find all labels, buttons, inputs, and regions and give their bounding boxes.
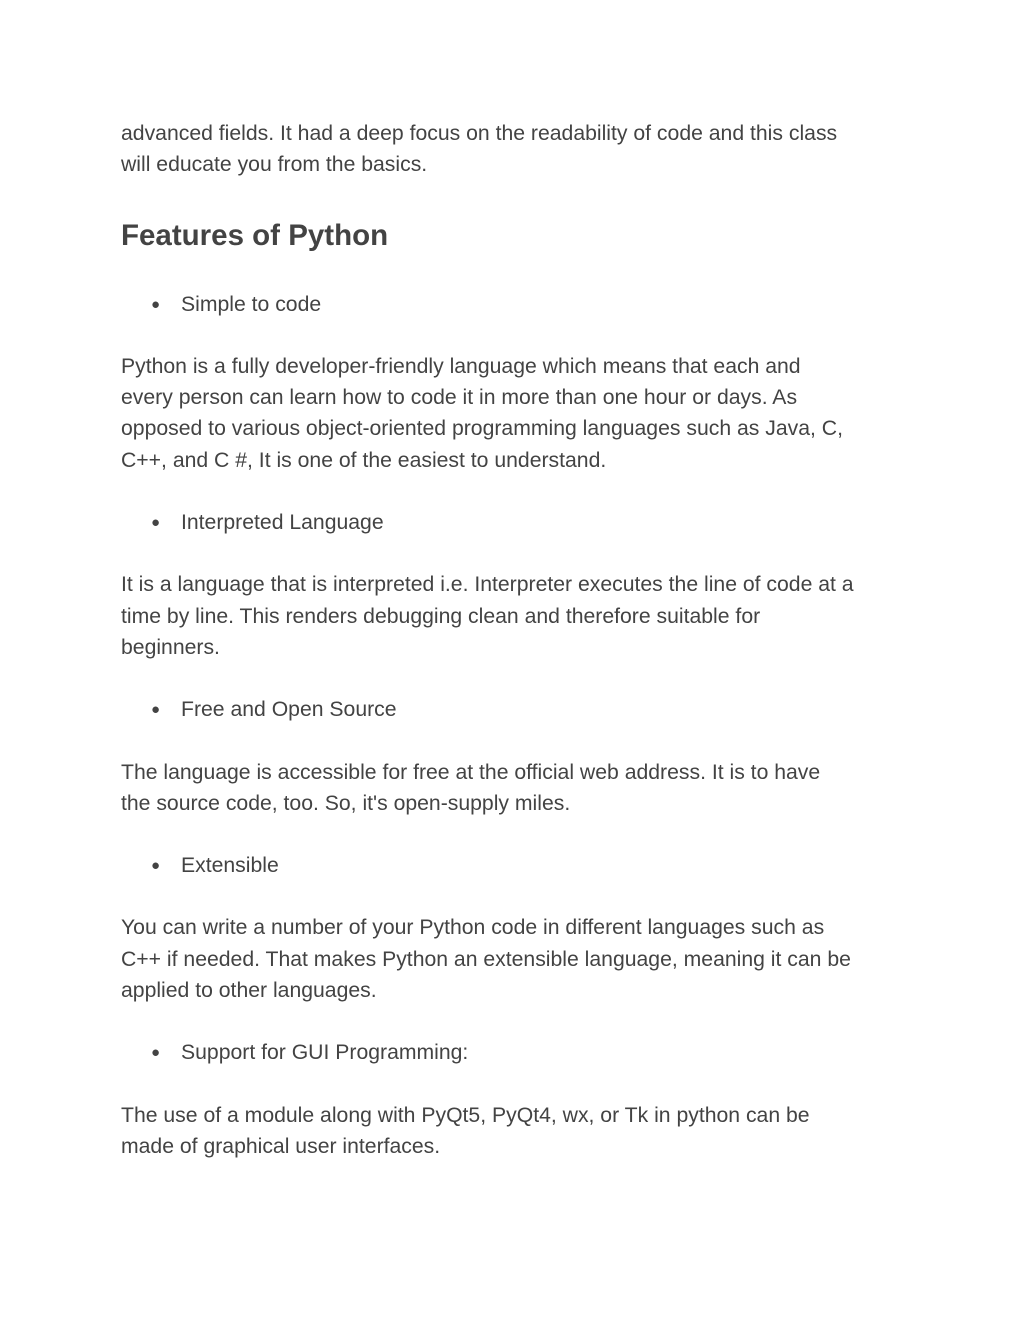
feature-description: It is a language that is interpreted i.e. Interpreter executes the line of code at a time by line. This renders debugging clean and therefore suitable for beginners. xyxy=(121,573,854,659)
feature-bullet-simple xyxy=(121,289,911,320)
bullet-icon: ● xyxy=(151,1044,161,1062)
bullet-icon: ● xyxy=(151,514,161,532)
feature-bullet-extensible xyxy=(121,850,911,881)
bullet-icon: ● xyxy=(151,701,161,719)
feature-title: Support for GUI Programming: xyxy=(181,1041,469,1065)
feature-bullet-open-source xyxy=(121,694,911,725)
feature-description: The language is accessible for free at the official web address. It is to have the source code, too. So, it's open-supply miles. xyxy=(121,760,821,815)
feature-bullet-interpreted xyxy=(121,507,911,538)
bullet-icon: ● xyxy=(151,857,161,875)
feature-description: Python is a fully developer-friendly language which means that each and every person can learn how to code it in more than one hour or days. As opposed to various object-oriented programming languages such as Java, C, C++, and C #, It is one of the easiest to understand. xyxy=(121,354,843,472)
feature-description: The use of a module along with PyQt5, PyQt4, wx, or Tk in python can be made of graphical user interfaces. xyxy=(121,1103,810,1158)
feature-title: Interpreted Language xyxy=(181,511,384,535)
document-page xyxy=(121,118,911,1162)
feature-description: You can write a number of your Python code in different languages such as C++ if needed. That makes Python an extensible language, meaning it can be applied to other languages. xyxy=(121,916,851,1003)
feature-title: Extensible xyxy=(181,854,279,878)
feature-title: Simple to code xyxy=(181,292,322,316)
feature-bullet-gui xyxy=(121,1037,911,1068)
feature-title: Free and Open Source xyxy=(181,698,397,722)
bullet-icon: ● xyxy=(151,295,161,313)
section-heading: Features of Python xyxy=(121,218,389,252)
intro-paragraph: advanced fields. It had a deep focus on the readability of code and this class will educate you from the basics. xyxy=(121,122,838,177)
